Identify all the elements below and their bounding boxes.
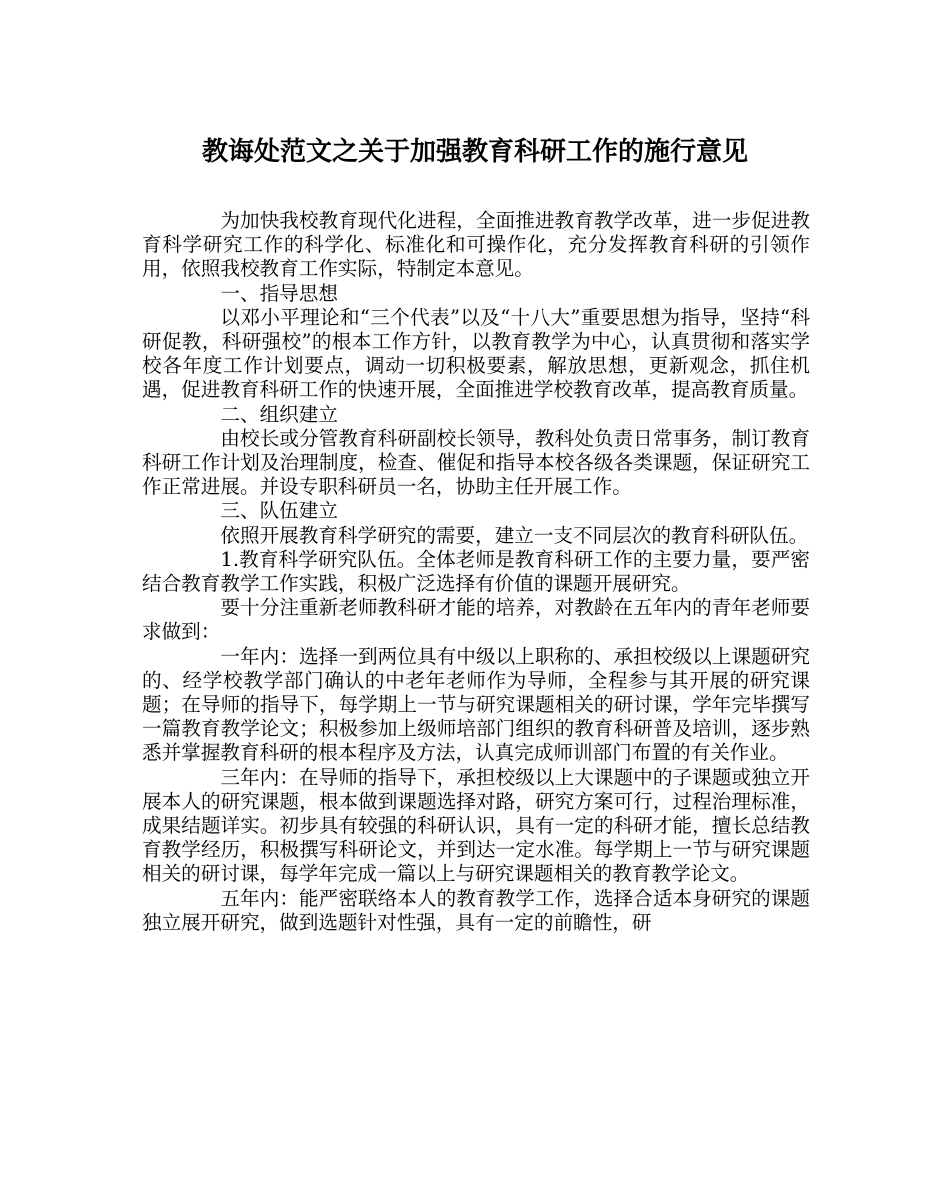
section-heading-guiding-thought: 一、指导思想	[220, 281, 338, 305]
paragraph-first-year: 一年内：选择一到两位具有中级以上职称的、承担校级以上课题研究的、经学校教学部门确认的中老年老师作为导师，全程参与其开展的研究课题；在导师的指导下，每学期上一节与研究课题相关的研讨课，学年完毕撰写一篇教育教学论文；积极参加上级师培部门组织的教育科研普及培训，逐步熟悉并掌握教育科研的根本程序及方法，认真完成师训部门布置的有关作业。	[142, 644, 810, 765]
paragraph-research-team: 1.教育科学研究队伍。全体老师是教育科研工作的主要力量，要严密结合教育教学工作实践，积极广泛选择有价值的课题开展研究。	[142, 547, 810, 596]
paragraph-organization: 由校长或分管教育科研副校长领导，教科处负责日常事务，制订教育科研工作计划及治理制度，检查、催促和指导本校各级各类课题，保证研究工作正常进展。并设专职科研员一名，协助主任开展工作。	[142, 426, 810, 499]
paragraph-third-year: 三年内：在导师的指导下，承担校级以上大课题中的子课题或独立开展本人的研究课题，根本做到课题选择对路，研究方案可行，过程治理标准，成果结题详实。初步具有较强的科研认识，具有一定的科研才能，擅长总结教育教学经历，积极撰写科研论文，并到达一定水准。每学期上一节与研究课题相关的研讨课，每学年完成一篇以上与研究课题相关的教育教学论文。	[142, 765, 810, 886]
section-heading-team-building: 三、队伍建立	[220, 499, 338, 523]
paragraph-team-building: 依照开展教育科学研究的需要，建立一支不同层次的教育科研队伍。	[220, 523, 809, 547]
document-body	[142, 209, 810, 935]
paragraph-guiding-thought: 以邓小平理论和“三个代表”以及“十八大”重要思想为指导，坚持“科研促教，科研强校”的根本工作方针，以教育教学为中心，认真贯彻和落实学校各年度工作计划要点，调动一切积极要素，解放思想，更新观念，抓住机遇，促进教育科研工作的快速开展，全面推进学校教育改革，提高教育质量。	[142, 305, 810, 402]
section-heading-organization: 二、组织建立	[220, 402, 338, 426]
paragraph-young-teachers: 要十分注重新老师教科研才能的培养，对教龄在五年内的青年老师要求做到：	[142, 596, 810, 644]
paragraph-fifth-year: 五年内：能严密联络本人的教育教学工作，选择合适本身研究的课题独立展开研究，做到选题针对性强，具有一定的前瞻性，研	[142, 886, 810, 934]
document-title: 教诲处范文之关于加强教育科研工作的施行意见	[201, 137, 748, 167]
intro-paragraph: 为加快我校教育现代化进程，全面推进教育教学改革，进一步促进教育科学研究工作的科学化、标准化和可操作化，充分发挥教育科研的引领作用，依照我校教育工作实际，特制定本意见。	[142, 209, 810, 281]
